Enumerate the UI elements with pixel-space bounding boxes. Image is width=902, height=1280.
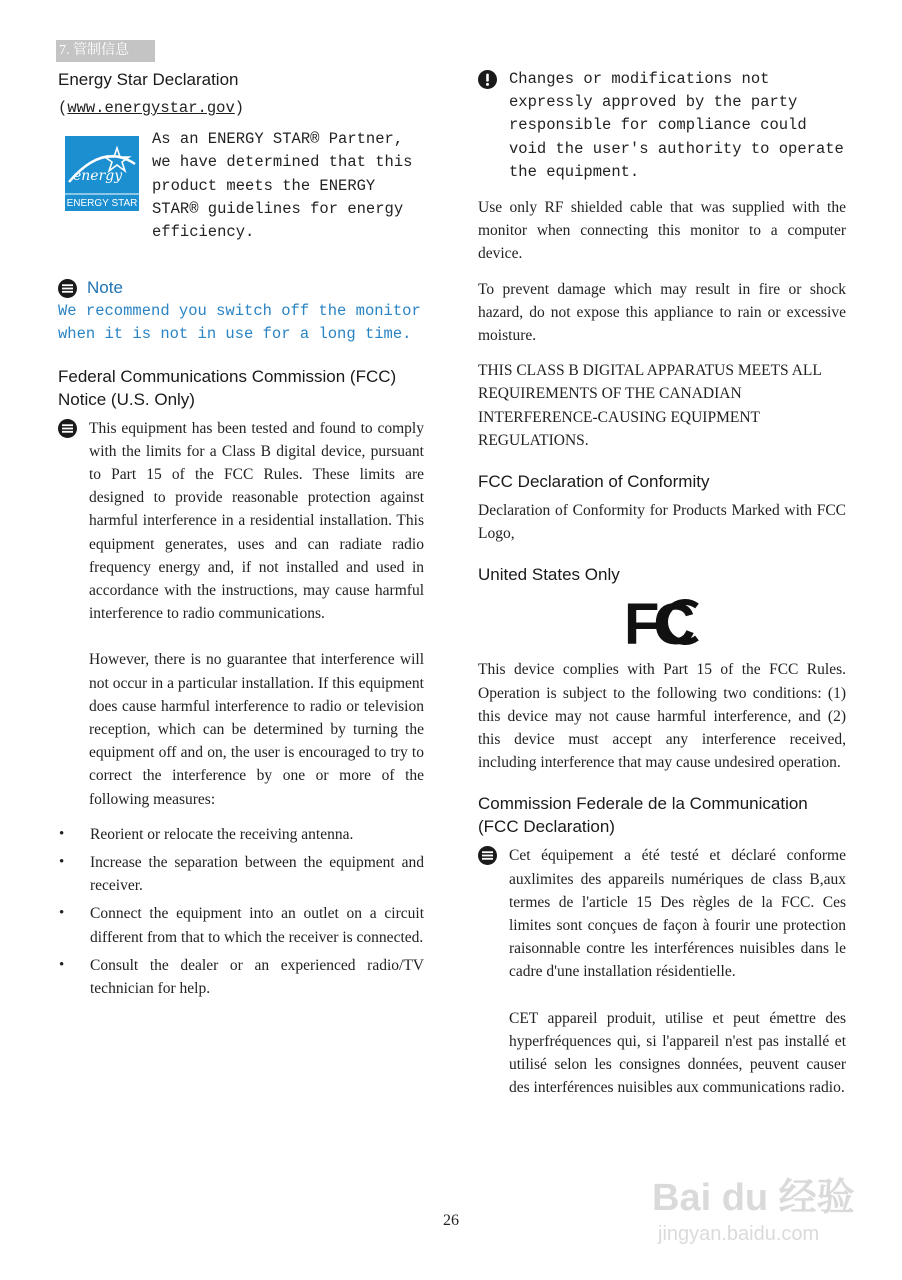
fr-para2: CET appareil produit, utilise et peut émettre des hyperfréquences qui, si l'appareil n'est pas installé et utilisé selon les consignes données, peuvent causer des interférences nuisibles aux communications radio.: [509, 1009, 846, 1097]
fcc-notice-para1: This equipment has been tested and found to comply with the limits for a Class B digital device, pursuant to Part 15 of the FCC Rules. These limits are designed to provide reasonable protection against harmful interference in a residential installation. This equipment generates, uses and can radiate radio frequency energy and, if not installed and used in accordance with the instructions, may cause harmful interference to radio communications.: [89, 419, 424, 623]
bullet-icon: •: [59, 956, 65, 973]
note-header: [58, 278, 424, 298]
note-icon: [478, 846, 497, 865]
fcc-logo: [624, 594, 700, 650]
left-column: [58, 68, 424, 1005]
list-item: [58, 902, 424, 948]
energy-star-url-line: [58, 97, 424, 120]
baidu-watermark: [648, 1166, 858, 1250]
svg-text:ENERGY STAR: ENERGY STAR: [66, 198, 138, 210]
bullet-icon: •: [59, 825, 65, 842]
svg-text:energy: energy: [73, 168, 123, 185]
energy-star-url-link[interactable]: www.energystar.gov: [67, 99, 235, 117]
us-only-heading: United States Only: [478, 565, 620, 585]
rf-cable-text: Use only RF shielded cable that was supplied with the monitor when connecting this monitor to a computer device.: [478, 199, 846, 263]
section-tab: 7. 管制信息: [56, 40, 155, 62]
note-icon: [58, 419, 77, 438]
bullet-text: Increase the separation between the equipment and receiver.: [90, 854, 424, 895]
svg-text:Bai du 经验: Bai du 经验: [652, 1177, 855, 1219]
energy-star-text: As an ENERGY STAR® Partner, we have determined that this product meets the ENERGY STAR® guidelines for energy efficiency.: [152, 130, 413, 242]
fire-hazard-text: To prevent damage which may result in fire or shock hazard, do not expose this appliance to rain or excessive moisture.: [478, 280, 846, 345]
bullet-icon: •: [59, 905, 65, 922]
bullet-text: Consult the dealer or an experienced radio/TV technician for help.: [90, 956, 424, 998]
url-open: (: [58, 99, 68, 117]
right-column: [478, 68, 846, 1100]
energy-star-block: [58, 128, 424, 278]
fcc-measures-list: [58, 823, 424, 1000]
bullet-icon: •: [59, 854, 65, 871]
warning-icon: [478, 70, 497, 89]
note-label: Note: [87, 278, 123, 298]
fcc-notice-item: [58, 417, 424, 811]
fcc-notice-para2: However, there is no guarantee that interference will not occur in a particular installation. If this equipment does cause harmful interference to radio or television reception, which can be determined by turning the equipment off and on, the user is encouraged to try to correct the interference by one or more of the following measures:: [89, 651, 424, 808]
bullet-text: Connect the equipment into an outlet on a circuit different from that to which the receiver is connected.: [90, 905, 424, 946]
fr-item: [478, 844, 846, 1099]
url-close: ): [234, 99, 245, 117]
bullet-text: Reorient or relocate the receiving antenna.: [90, 825, 354, 843]
list-item: [58, 954, 424, 1000]
note-text: We recommend you switch off the monitor when it is not in use for a long time.: [58, 302, 421, 344]
page-number: 26: [443, 1212, 459, 1229]
note-icon: [58, 279, 77, 298]
list-item: [58, 823, 424, 846]
fr-heading: Commission Federale de la Communication (FCC Declaration): [478, 794, 808, 837]
energy-star-heading: Energy Star Declaration: [58, 70, 239, 89]
fr-para1: Cet équipement a été testé et déclaré conforme auxlimites des appareils numériques de class B,aux termes de l'article 15 Des règles de la FCC. Ces limites sont conçues de façon à fourir une protection raisonnable contre les interférences nuisibles dans le cadre d'une installation résidentielle.: [509, 847, 846, 981]
us-compliance-text: This device complies with Part 15 of the FCC Rules. Operation is subject to the following two conditions: (1) this device may not cause harmful interference, and (2) this device must accept any interference received, including interference that may cause undesired operation.: [478, 661, 846, 772]
fcc-notice-heading: Federal Communications Commission (FCC) Notice (U.S. Only): [58, 366, 397, 409]
svg-text:FC: FC: [624, 594, 690, 651]
class-b-text: THIS CLASS B DIGITAL APPARATUS MEETS ALL REQUIREMENTS OF THE CANADIAN INTERFERENCE-CAUSING EQUIPMENT REGULATIONS.: [478, 362, 822, 449]
energy-star-logo: [65, 136, 139, 211]
list-item: [58, 851, 424, 897]
fcc-doc-heading: FCC Declaration of Conformity: [478, 472, 710, 492]
warning-text: Changes or modifications not expressly approved by the party responsible for compliance could void the user's authority to operate the equipment.: [509, 70, 844, 181]
svg-text:jingyan.baidu.com: jingyan.baidu.com: [658, 1223, 820, 1245]
warning-item: [478, 68, 846, 184]
fcc-doc-text: Declaration of Conformity for Products Marked with FCC Logo,: [478, 502, 846, 543]
